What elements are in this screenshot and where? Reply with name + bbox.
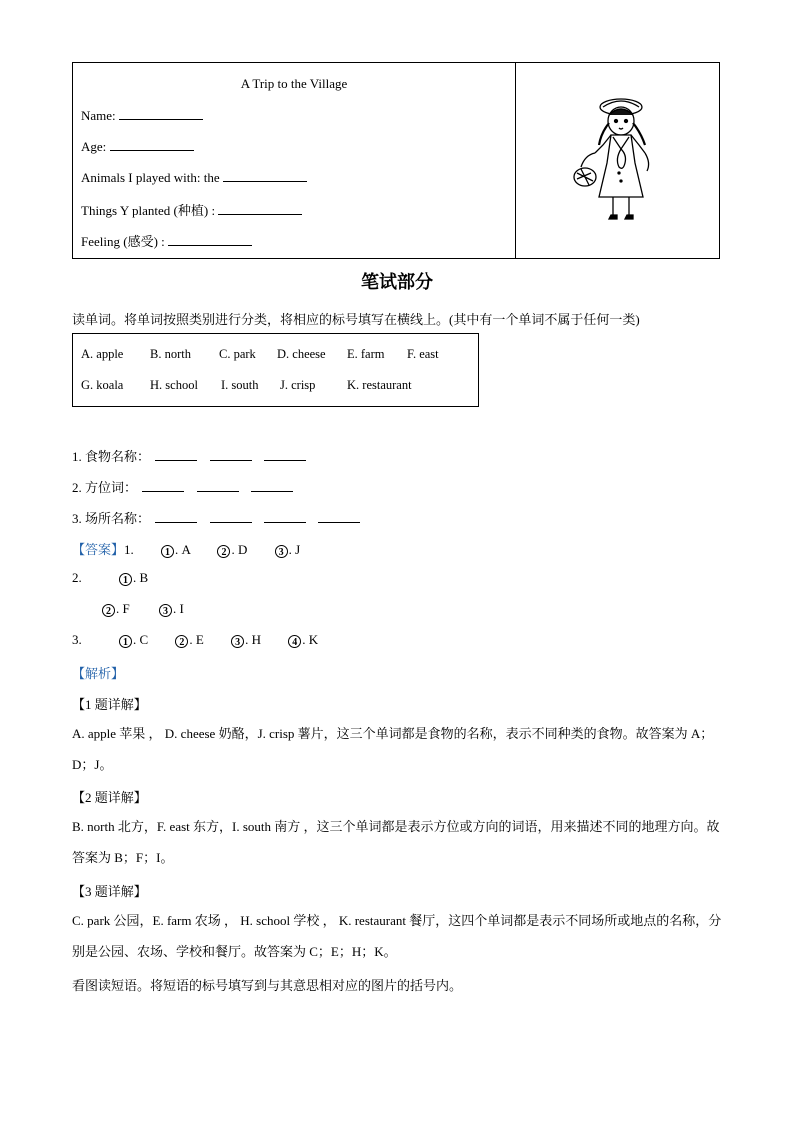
- answer-item: 2 . D: [217, 542, 247, 557]
- answer-line-2b: [102, 601, 184, 617]
- things-line: [81, 200, 302, 219]
- detail-2-text: B. north 北方，F. east 东方，I. south 南方 ，这三个单词都是表示方位或方向的词语，用来描述不同的地理方向。故答案为 B；F；I。: [72, 819, 720, 865]
- circled-number-icon: 3: [159, 604, 172, 617]
- detail-3-title: 【3 题详解】: [72, 884, 147, 899]
- name-line: [81, 107, 203, 124]
- trip-form-table: [72, 62, 720, 259]
- age-label: Age:: [81, 139, 107, 154]
- animals-line: [81, 169, 307, 186]
- answer-blank: [197, 479, 239, 492]
- animals-blank: [223, 169, 307, 182]
- answer-item: 4 . K: [288, 632, 318, 647]
- word-item: C. park: [219, 347, 256, 361]
- answer-blank: [155, 510, 197, 523]
- answer-item: 3 . I: [159, 601, 184, 616]
- feeling-blank: [168, 233, 252, 246]
- circled-number-icon: 2: [175, 635, 188, 648]
- form-title: A Trip to the Village: [240, 76, 348, 91]
- answer-item: 3 . H: [231, 632, 261, 647]
- name-blank: [119, 107, 203, 120]
- answer-number: 1.: [124, 542, 134, 557]
- answer-item: 1 . B: [119, 570, 148, 585]
- answer-number: 2.: [72, 570, 82, 585]
- answer-line-2: [72, 570, 148, 586]
- circled-number-icon: 3: [275, 545, 288, 558]
- word-box: [72, 333, 479, 407]
- question-2: [72, 477, 293, 496]
- instruction-classify: 读单词。将单词按照类别进行分类，将相应的标号填写在横线上。(其中有一个单词不属于任何一类): [72, 312, 640, 327]
- answer-blank: [142, 479, 184, 492]
- word-item: A. apple: [81, 347, 124, 361]
- answer-item: 3 . J: [275, 542, 301, 557]
- answer-blank: [251, 479, 293, 492]
- table-divider: [515, 63, 516, 258]
- answer-number: 3.: [72, 632, 82, 647]
- answer-blank: [264, 448, 306, 461]
- analysis-label: 【解析】: [72, 666, 125, 681]
- question-1: [72, 446, 306, 465]
- name-label: Name:: [81, 108, 116, 123]
- circled-number-icon: 4: [288, 635, 301, 648]
- word-item: K. restaurant: [347, 378, 412, 392]
- things-blank: [218, 202, 302, 215]
- age-line: [81, 138, 194, 155]
- word-item: E. farm: [347, 347, 385, 361]
- answer-blank: [210, 510, 252, 523]
- detail-3-text: C. park 公园，E. farm 农场 ， H. school 学校 ， K. restaurant 餐厅，这四个单词都是表示不同场所或地点的名称，分别是公园、农场、学校和餐厅。故答案为 C；E；H；K。: [72, 913, 722, 959]
- animals-label: Animals I played with: the: [81, 170, 220, 185]
- word-item: G. koala: [81, 378, 124, 392]
- answer-item: 2 . E: [175, 632, 203, 647]
- answer-item: 1 . A: [161, 542, 190, 557]
- word-item: H. school: [150, 378, 198, 392]
- word-item: I. south: [221, 378, 259, 392]
- answer-blank: [318, 510, 360, 523]
- answer-line-1: [72, 539, 300, 558]
- answer-blank: [155, 448, 197, 461]
- age-blank: [110, 138, 194, 151]
- answer-blank: [210, 448, 252, 461]
- word-item: F. east: [407, 347, 439, 361]
- circled-number-icon: 1: [119, 573, 132, 586]
- word-item: D. cheese: [277, 347, 326, 361]
- girl-illustration: [563, 93, 673, 233]
- question-label: 3. 场所名称：: [72, 511, 151, 526]
- answer-blank: [264, 510, 306, 523]
- question-label: 2. 方位词：: [72, 480, 138, 495]
- detail-1-title: 【1 题详解】: [72, 697, 147, 712]
- word-item: B. north: [150, 347, 191, 361]
- answer-item: 1 . C: [119, 632, 148, 647]
- circled-number-icon: 1: [119, 635, 132, 648]
- circled-number-icon: 2: [217, 545, 230, 558]
- question-label: 1. 食物名称：: [72, 449, 151, 464]
- circled-number-icon: 1: [161, 545, 174, 558]
- answer-line-3: [72, 632, 318, 648]
- detail-1-text: A. apple 苹果 ， D. cheese 奶酪，J. crisp 薯片，这三个单词都是食物的名称，表示不同种类的食物。故答案为 A；D；J。: [72, 726, 714, 772]
- detail-2-title: 【2 题详解】: [72, 790, 147, 805]
- circled-number-icon: 2: [102, 604, 115, 617]
- feeling-line: [81, 231, 252, 250]
- answer-item: 2 . F: [102, 601, 130, 616]
- feeling-label: Feeling (感受) :: [81, 234, 165, 249]
- circled-number-icon: 3: [231, 635, 244, 648]
- word-item: J. crisp: [280, 378, 316, 392]
- things-label: Things Y planted (种植) :: [81, 203, 216, 218]
- question-3: [72, 508, 360, 527]
- instruction-phrases: 看图读短语。将短语的标号填写到与其意思相对应的图片的括号内。: [72, 978, 463, 993]
- answer-label: 【答案】: [72, 542, 125, 557]
- section-title: 笔试部分: [361, 272, 433, 293]
